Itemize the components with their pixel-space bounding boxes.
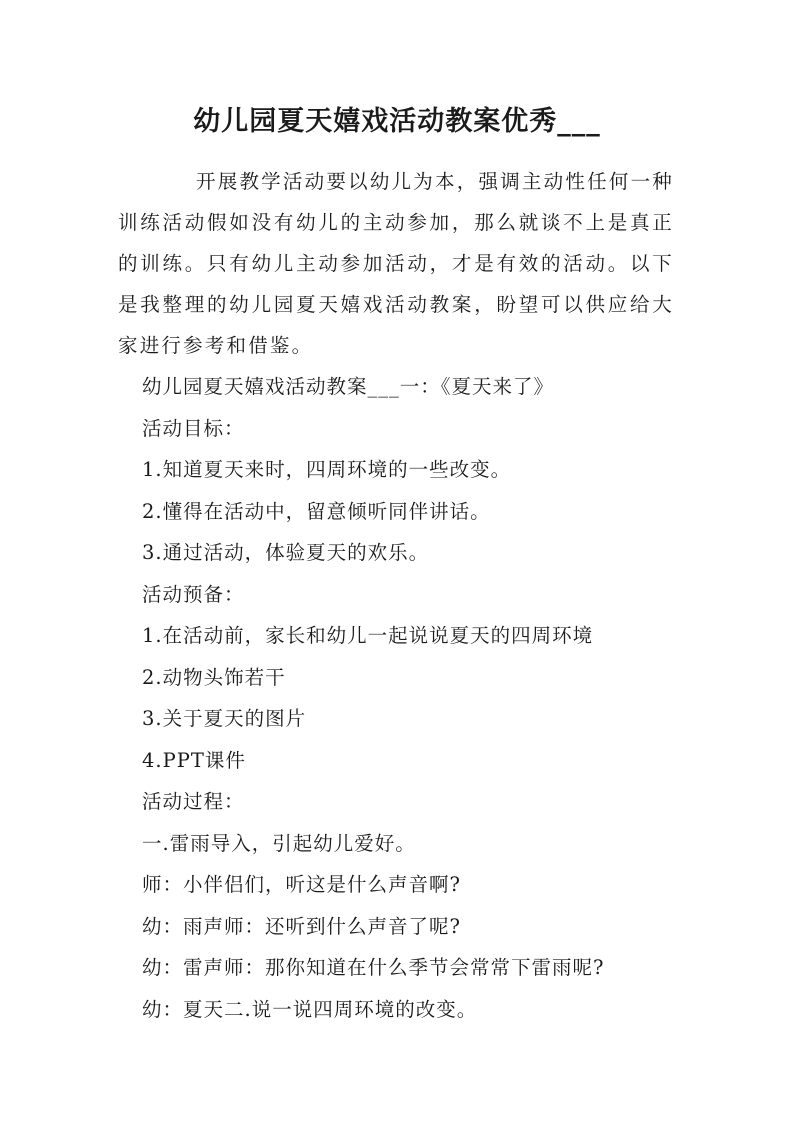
dialogue-line: 幼：夏天二.说一说四周环境的改变。 bbox=[142, 998, 478, 1021]
preparation-item: 2.动物头饰若干 bbox=[142, 666, 286, 689]
dialogue-line: 幼：雷声师：那你知道在什么季节会常常下雷雨呢? bbox=[142, 956, 605, 979]
objective-item: 3.通过活动，体验夏天的欢乐。 bbox=[142, 541, 430, 564]
preparation-item: 3.关于夏天的图片 bbox=[142, 707, 307, 730]
section-heading: 幼儿园夏天嬉戏活动教案___一：《夏天来了》 bbox=[142, 375, 555, 398]
dialogue-line: 幼：雨声师：还听到什么声音了呢? bbox=[142, 915, 461, 938]
objectives-heading: 活动目标： bbox=[142, 417, 245, 440]
objective-item: 2.懂得在活动中，留意倾听同伴讲话。 bbox=[142, 500, 491, 523]
intro-paragraph: 开展教学活动要以幼儿为本，强调主动性任何一种训练活动假如没有幼儿的主动参加，那么就谈不上是真正的训练。只有幼儿主动参加活动，才是有效的活动。以下是我整理的幼儿园夏天嬉戏活动教案，盼望可以供应给大家进行参考和借鉴。 bbox=[118, 170, 674, 357]
preparation-heading: 活动预备： bbox=[142, 583, 245, 606]
process-step: 一.雷雨导入，引起幼儿爱好。 bbox=[142, 832, 416, 855]
preparation-item: 4.PPT课件 bbox=[142, 749, 246, 772]
process-heading: 活动过程： bbox=[142, 790, 245, 813]
objective-item: 1.知道夏天来时，四周环境的一些改变。 bbox=[142, 458, 512, 481]
preparation-item: 1.在活动前，家长和幼儿一起说说夏天的四周环境 bbox=[142, 624, 594, 647]
document-title: 幼儿园夏天嬉戏活动教案优秀___ bbox=[193, 106, 601, 137]
dialogue-line: 师：小伴侣们，听这是什么声音啊? bbox=[142, 873, 461, 896]
